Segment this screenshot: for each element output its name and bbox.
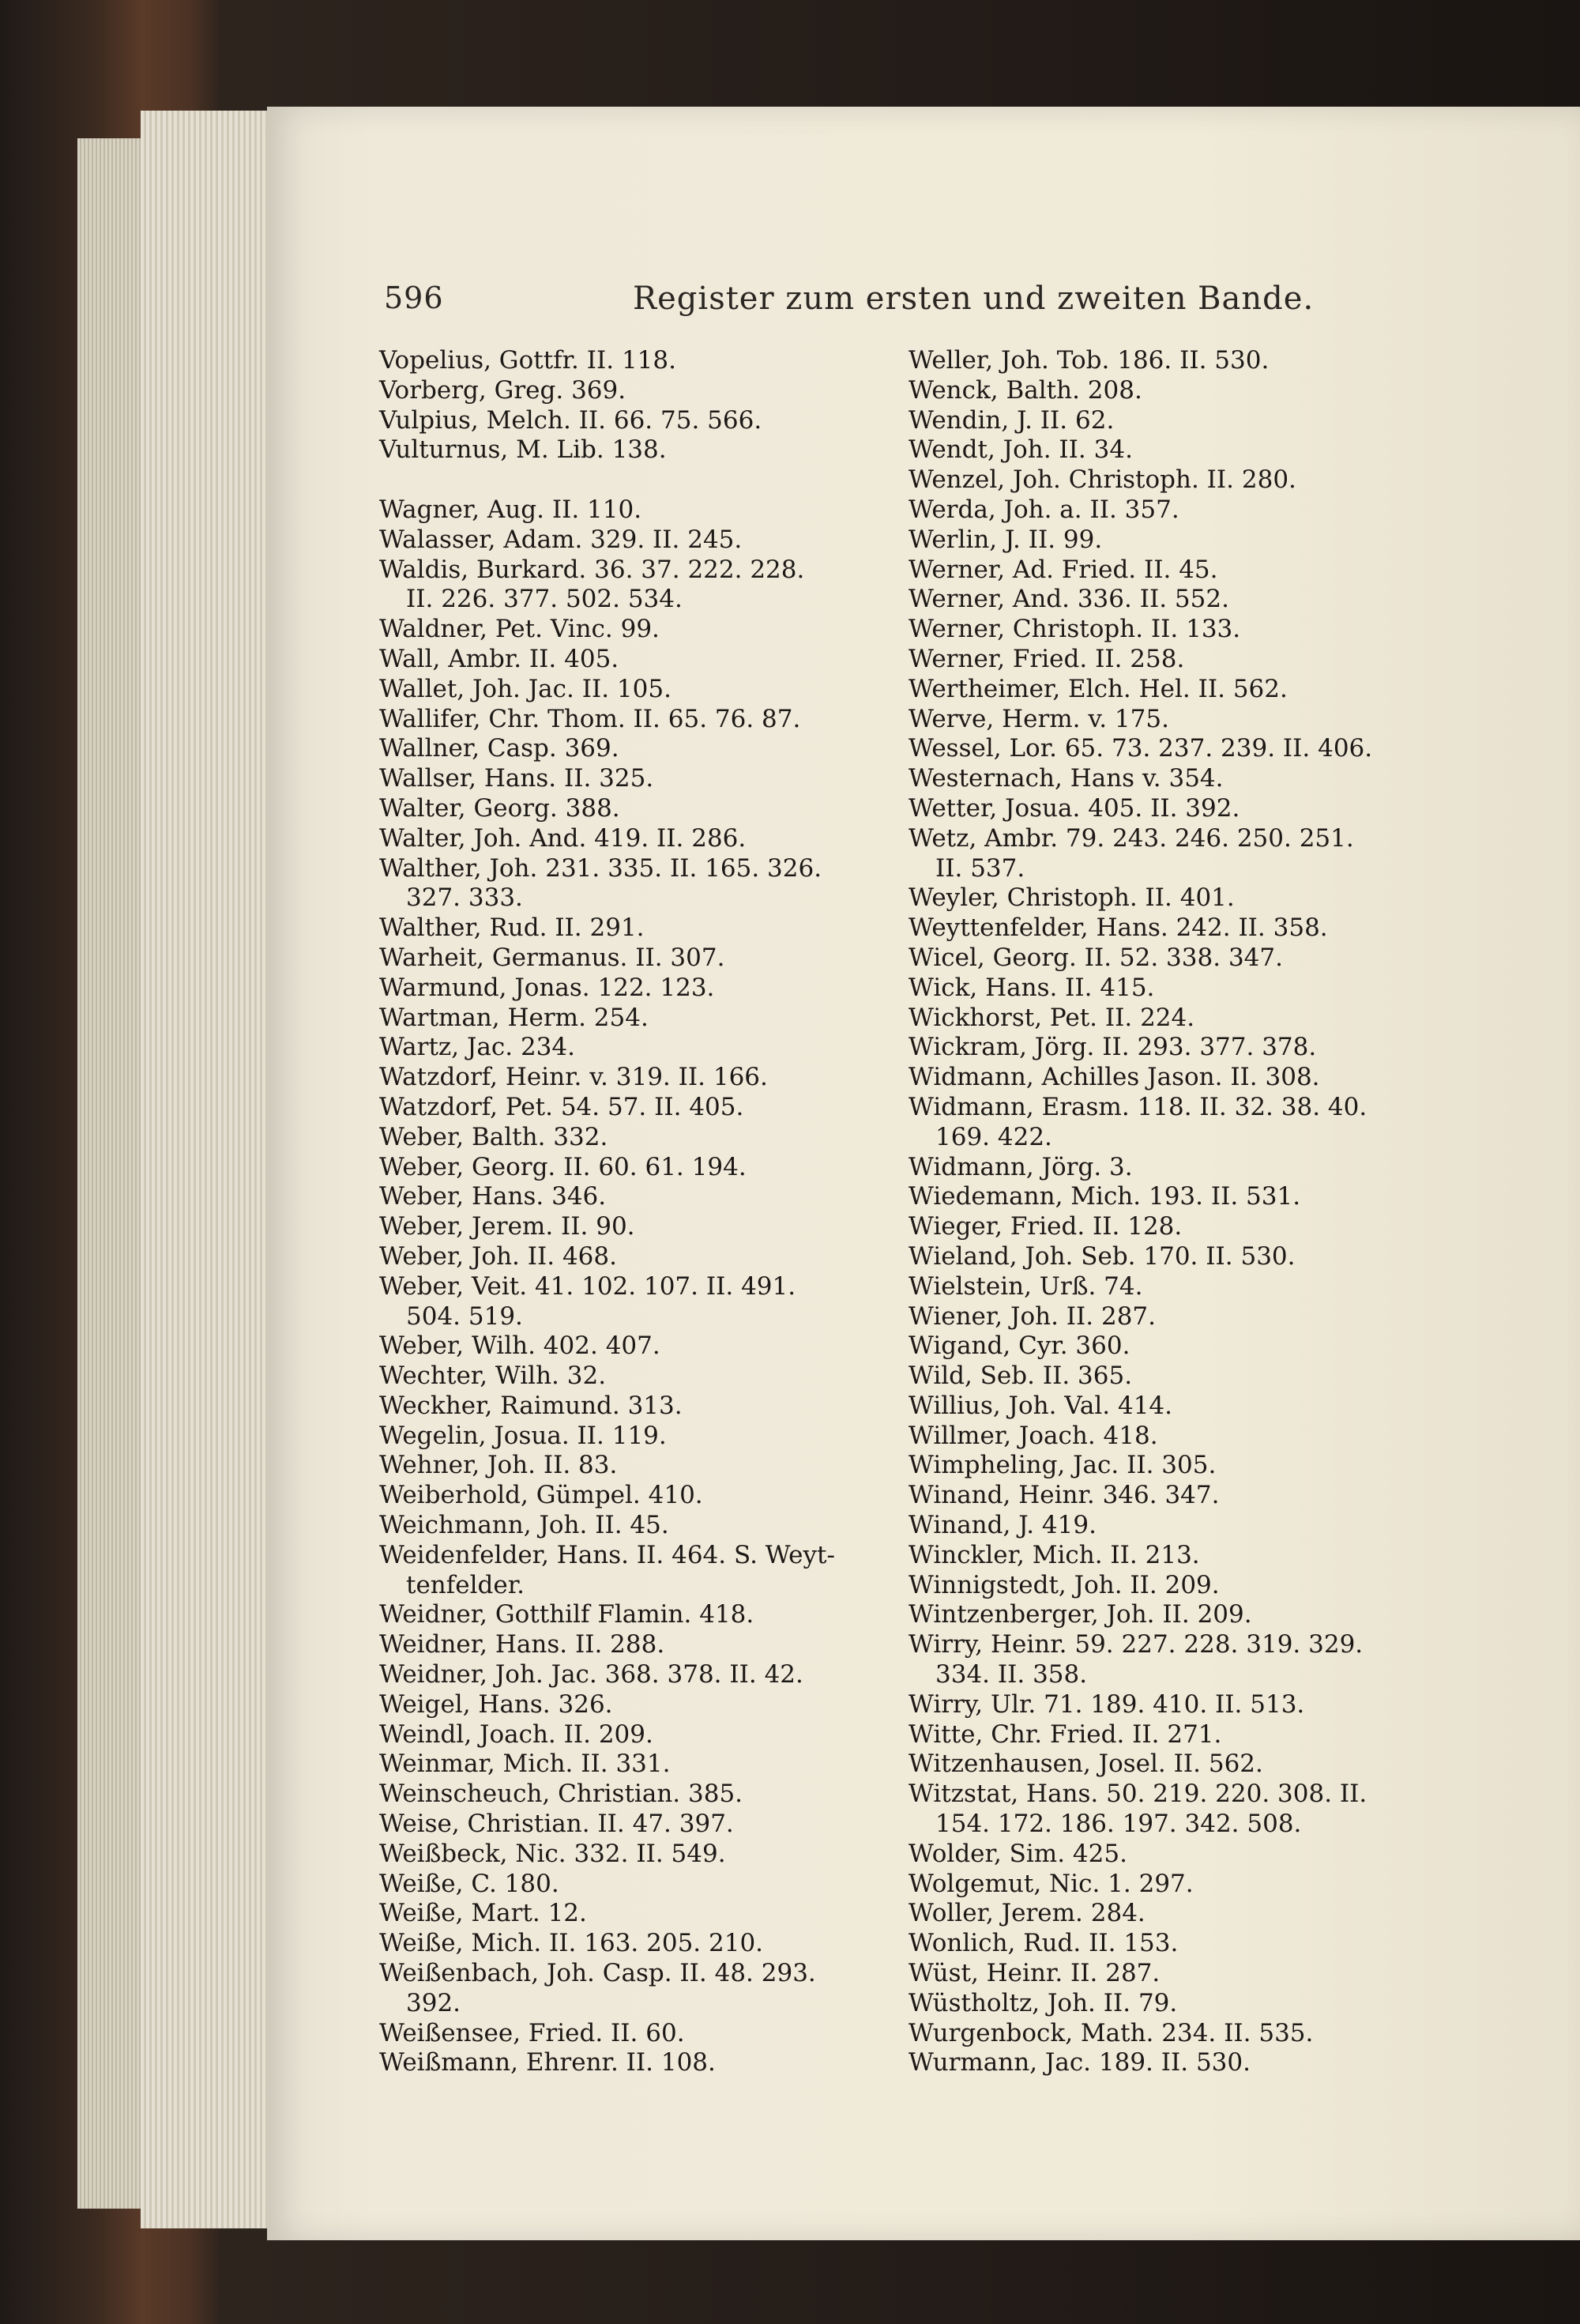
index-entry: Witzstat, Hans. 50. 219. 220. 308. II. [908, 1780, 1367, 1809]
index-entry-continuation: tenfelder. [406, 1570, 525, 1599]
index-entry: Warmund, Jonas. 122. 123. [379, 973, 715, 1002]
index-entry: Wigand, Cyr. 360. [908, 1331, 1130, 1361]
index-entry: Wenck, Balth. 208. [908, 375, 1142, 405]
index-entry: Wimpheling, Jac. II. 305. [908, 1451, 1217, 1480]
index-entry: Willmer, Joach. 418. [908, 1421, 1158, 1450]
index-entry: Wieland, Joh. Seb. 170. II. 530. [908, 1241, 1296, 1271]
index-entry: Wild, Seb. II. 365. [908, 1362, 1133, 1391]
index-entry: Weiße, Mart. 12. [379, 1899, 587, 1928]
index-entry: Wurgenbock, Math. 234. II. 535. [908, 2018, 1314, 2047]
index-entry: Widmann, Achilles Jason. II. 308. [908, 1063, 1320, 1092]
index-entry: Weise, Christian. II. 47. 397. [379, 1810, 734, 1839]
index-entry: Weber, Veit. 41. 102. 107. II. 491. [379, 1271, 796, 1301]
index-entry: Walther, Rud. II. 291. [379, 913, 645, 943]
index-entry: Weindl, Joach. II. 209. [379, 1719, 653, 1749]
index-entry: Vorberg, Greg. 369. [379, 375, 626, 405]
index-entry: Weigel, Hans. 326. [379, 1689, 613, 1719]
index-entry: Wiener, Joh. II. 287. [908, 1301, 1156, 1331]
index-entry: Willius, Joh. Val. 414. [908, 1391, 1172, 1420]
page-header [384, 281, 1435, 328]
index-entry: Wonlich, Rud. II. 153. [908, 1929, 1179, 1958]
index-entry: Weidenfelder, Hans. II. 464. S. Weyt- [379, 1540, 835, 1569]
index-entry: Wolder, Sim. 425. [908, 1839, 1127, 1868]
index-entry: Vopelius, Gottfr. II. 118. [379, 346, 676, 375]
index-entry: Walter, Joh. And. 419. II. 286. [379, 823, 747, 853]
index-entry: Werda, Joh. a. II. 357. [908, 495, 1179, 524]
index-entry: Wallser, Hans. II. 325. [379, 764, 654, 793]
index-entry: Wicel, Georg. II. 52. 338. 347. [908, 943, 1283, 972]
index-entry: Wickhorst, Pet. II. 224. [908, 1003, 1195, 1032]
index-entry: Wechter, Wilh. 32. [379, 1362, 607, 1391]
index-entry: Witzenhausen, Josel. II. 562. [908, 1750, 1263, 1779]
index-entry: Weber, Jerem. II. 90. [379, 1212, 635, 1241]
index-entry: Werve, Herm. v. 175. [908, 704, 1169, 733]
index-entry: Wielstein, Urß. 74. [908, 1271, 1143, 1301]
index-entry: Weber, Hans. 346. [379, 1182, 607, 1211]
index-entry: Weißenbach, Joh. Casp. II. 48. 293. [379, 1959, 816, 1988]
index-entry: Vulturnus, M. Lib. 138. [379, 435, 667, 465]
page-number: 596 [384, 281, 444, 315]
index-entry: Werner, Ad. Fried. II. 45. [908, 555, 1218, 584]
index-entry: Winand, Heinr. 346. 347. [908, 1481, 1220, 1510]
index-entry-continuation: 334. II. 358. [935, 1660, 1088, 1689]
index-gap [379, 465, 916, 495]
index-entry: Wieger, Fried. II. 128. [908, 1212, 1183, 1241]
index-entry: Weidner, Joh. Jac. 368. 378. II. 42. [379, 1660, 803, 1689]
index-entry: Wallner, Casp. 369. [379, 734, 619, 763]
index-entry: Weichmann, Joh. II. 45. [379, 1511, 669, 1540]
index-entry: Wendt, Joh. II. 34. [908, 435, 1133, 465]
index-entry-continuation: 504. 519. [406, 1301, 523, 1331]
index-entry: Wiedemann, Mich. 193. II. 531. [908, 1182, 1301, 1211]
index-entry: Watzdorf, Heinr. v. 319. II. 166. [379, 1063, 768, 1092]
index-column-left [379, 346, 916, 2078]
index-entry: Waldis, Burkard. 36. 37. 222. 228. [379, 555, 805, 584]
index-entry: Weinmar, Mich. II. 331. [379, 1750, 671, 1779]
index-entry: Wertheimer, Elch. Hel. II. 562. [908, 674, 1288, 703]
index-entry: Werlin, J. II. 99. [908, 525, 1103, 554]
index-entry: Widmann, Erasm. 118. II. 32. 38. 40. [908, 1092, 1367, 1121]
index-entry: Weyler, Christoph. II. 401. [908, 883, 1235, 913]
index-entry: Wendin, J. II. 62. [908, 405, 1115, 435]
index-entry-continuation: 327. 333. [406, 883, 523, 913]
running-title: Register zum ersten und zweiten Bande. [633, 281, 1315, 317]
index-entry: Walther, Joh. 231. 335. II. 165. 326. [379, 853, 822, 883]
index-entry: Wenzel, Joh. Christoph. II. 280. [908, 465, 1296, 495]
index-entry: Witte, Chr. Fried. II. 271. [908, 1719, 1222, 1749]
index-entry: Winnigstedt, Joh. II. 209. [908, 1570, 1220, 1599]
index-entry: Wetz, Ambr. 79. 243. 246. 250. 251. [908, 823, 1354, 853]
index-entry: Weber, Balth. 332. [379, 1122, 608, 1151]
index-entry-continuation: 392. [406, 1988, 461, 2017]
index-entry: Wagner, Aug. II. 110. [379, 495, 642, 524]
index-entry: Winand, J. 419. [908, 1511, 1097, 1540]
index-entry: Wallifer, Chr. Thom. II. 65. 76. 87. [379, 704, 801, 733]
index-entry: Westernach, Hans v. 354. [908, 764, 1224, 793]
index-entry: Weißensee, Fried. II. 60. [379, 2018, 685, 2047]
index-entry: Weidner, Hans. II. 288. [379, 1630, 665, 1659]
index-entry: Werner, Fried. II. 258. [908, 644, 1185, 673]
index-entry: Weber, Wilh. 402. 407. [379, 1331, 660, 1361]
index-entry: Winckler, Mich. II. 213. [908, 1540, 1200, 1569]
index-entry: Weber, Joh. II. 468. [379, 1241, 617, 1271]
index-entry: Weiße, C. 180. [379, 1869, 559, 1898]
book-page [267, 107, 1580, 2240]
page-edges-inner [141, 111, 267, 2228]
index-entry: Weiße, Mich. II. 163. 205. 210. [379, 1929, 764, 1958]
index-entry-continuation: 169. 422. [935, 1122, 1052, 1151]
index-entry: Watzdorf, Pet. 54. 57. II. 405. [379, 1092, 744, 1121]
index-entry: Wirry, Ulr. 71. 189. 410. II. 513. [908, 1689, 1305, 1719]
index-entry: Wallet, Joh. Jac. II. 105. [379, 674, 672, 703]
index-entry: Wehner, Joh. II. 83. [379, 1451, 618, 1480]
index-entry: Wartman, Herm. 254. [379, 1003, 649, 1032]
index-entry: Wetter, Josua. 405. II. 392. [908, 793, 1240, 823]
index-entry: Wartz, Jac. 234. [379, 1033, 575, 1062]
index-entry: Wessel, Lor. 65. 73. 237. 239. II. 406. [908, 734, 1373, 763]
index-entry: Werner, Christoph. II. 133. [908, 615, 1241, 644]
index-entry: Wick, Hans. II. 415. [908, 973, 1155, 1002]
index-entry: Vulpius, Melch. II. 66. 75. 566. [379, 405, 762, 435]
index-entry: Weiberhold, Gümpel. 410. [379, 1481, 703, 1510]
index-entry: Widmann, Jörg. 3. [908, 1152, 1133, 1181]
index-entry-continuation: II. 226. 377. 502. 534. [406, 585, 683, 614]
index-entry: Wickram, Jörg. II. 293. 377. 378. [908, 1033, 1317, 1062]
index-entry: Weißbeck, Nic. 332. II. 549. [379, 1839, 726, 1868]
index-entry: Wolgemut, Nic. 1. 297. [908, 1869, 1194, 1898]
index-entry: Waldner, Pet. Vinc. 99. [379, 615, 660, 644]
index-entry: Weber, Georg. II. 60. 61. 194. [379, 1152, 747, 1181]
index-entry: Wurmann, Jac. 189. II. 530. [908, 2048, 1251, 2077]
index-entry: Weckher, Raimund. 313. [379, 1391, 683, 1420]
index-entry: Walter, Georg. 388. [379, 793, 620, 823]
index-entry: Wüstholtz, Joh. II. 79. [908, 1988, 1178, 2017]
index-entry-continuation: II. 537. [935, 853, 1025, 883]
index-entry: Wintzenberger, Joh. II. 209. [908, 1600, 1252, 1629]
index-entry: Weyttenfelder, Hans. 242. II. 358. [908, 913, 1328, 943]
index-entry: Weidner, Gotthilf Flamin. 418. [379, 1600, 754, 1629]
index-entry: Warheit, Germanus. II. 307. [379, 943, 725, 972]
index-entry: Weller, Joh. Tob. 186. II. 530. [908, 346, 1270, 375]
index-entry: Wüst, Heinr. II. 287. [908, 1959, 1161, 1988]
index-column-right [908, 346, 1446, 2078]
index-entry: Weißmann, Ehrenr. II. 108. [379, 2048, 716, 2077]
index-entry: Wirry, Heinr. 59. 227. 228. 319. 329. [908, 1630, 1364, 1659]
index-entry: Wegelin, Josua. II. 119. [379, 1421, 667, 1450]
index-entry-continuation: 154. 172. 186. 197. 342. 508. [935, 1810, 1302, 1839]
index-entry: Werner, And. 336. II. 552. [908, 585, 1229, 614]
page-edges-outer [77, 138, 142, 2209]
index-entry: Wall, Ambr. II. 405. [379, 644, 619, 673]
index-entry: Weinscheuch, Christian. 385. [379, 1780, 743, 1809]
index-entry: Woller, Jerem. 284. [908, 1899, 1146, 1928]
index-entry: Walasser, Adam. 329. II. 245. [379, 525, 743, 554]
